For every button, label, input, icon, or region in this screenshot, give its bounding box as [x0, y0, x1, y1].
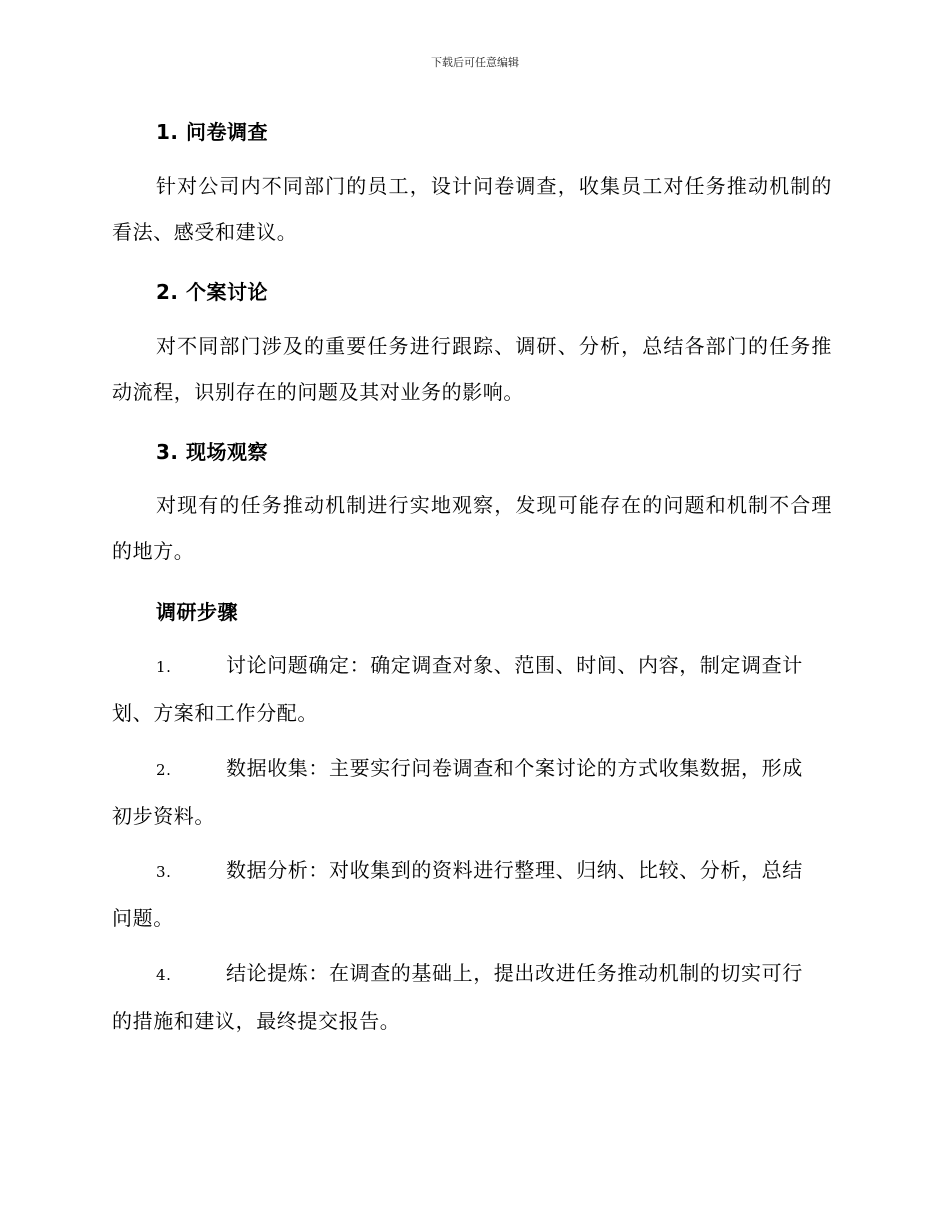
- step-text: 讨论问题确定：确定调查对象、范围、时间、内容，制定调查计: [226, 653, 803, 677]
- section-heading-questionnaire: 1. 问卷调查: [156, 120, 268, 144]
- step-number: 3.: [156, 863, 172, 881]
- step-text: 数据收集：主要实行问卷调查和个案讨论的方式收集数据，形成: [226, 756, 803, 780]
- step-first-line: [112, 642, 832, 690]
- step-text-continued: 问题。: [112, 906, 174, 930]
- step-text: 数据分析：对收集到的资料进行整理、归纳、比较、分析，总结: [226, 858, 803, 882]
- step-text: 结论提炼：在调查的基础上，提出改进任务推动机制的切实可行: [226, 961, 803, 985]
- step-text-continued: 的措施和建议，最终提交报告。: [112, 1009, 401, 1033]
- step-first-line: [112, 745, 832, 793]
- step-item: [112, 950, 832, 1044]
- step-text-continued: 划、方案和工作分配。: [112, 701, 318, 725]
- section-heading-field-observation: 3. 现场观察: [156, 440, 268, 464]
- step-item: [112, 847, 832, 941]
- steps-heading: 调研步骤: [156, 600, 238, 624]
- step-number: 1.: [156, 658, 172, 676]
- section-body-field-observation: 对现有的任务推动机制进行实地观察，发现可能存在的问题和机制不合理的地方。: [112, 493, 832, 563]
- step-item: [112, 642, 832, 736]
- step-number: 2.: [156, 761, 172, 779]
- section-body-case-discussion: 对不同部门涉及的重要任务进行跟踪、调研、分析，总结各部门的任务推动流程，识别存在的问题及其对业务的影响。: [112, 334, 832, 404]
- step-first-line: [112, 950, 832, 998]
- header-note: 下载后可任意编辑: [431, 56, 519, 69]
- section-heading-case-discussion: 2. 个案讨论: [156, 280, 268, 304]
- step-item: [112, 745, 832, 839]
- step-text-continued: 初步资料。: [112, 804, 215, 828]
- step-number: 4.: [156, 966, 172, 984]
- section-body-questionnaire: 针对公司内不同部门的员工，设计问卷调查，收集员工对任务推动机制的看法、感受和建议。: [112, 174, 832, 244]
- step-first-line: [112, 847, 832, 895]
